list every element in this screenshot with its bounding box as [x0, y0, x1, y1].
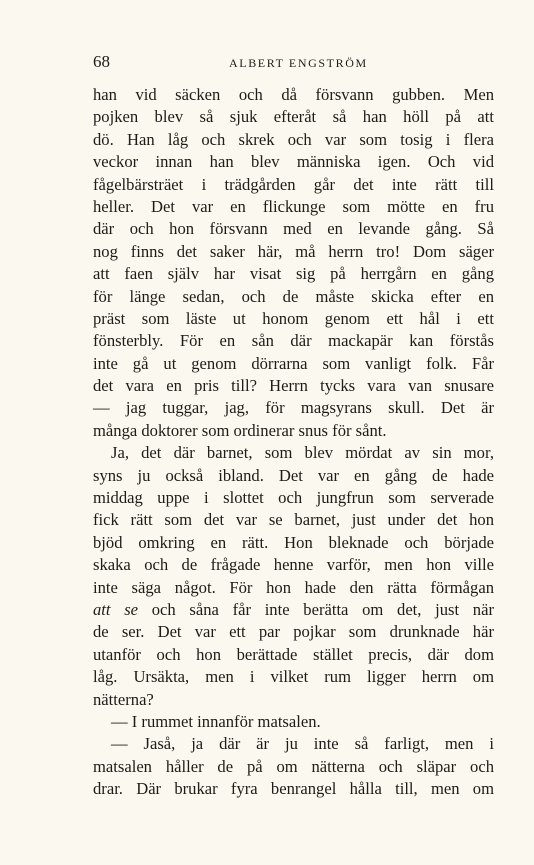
text-line: syns ju också ibland. Det var en gång de hade: [93, 465, 494, 485]
text-line: skaka och de frågade henne varför, men hon ville: [93, 555, 494, 575]
text-line: inte säga något. För hon hade den rätta förmågan: [93, 577, 494, 597]
text-line: fågelbärsträet i trädgården går det inte rätt till: [93, 174, 494, 194]
text-line: nog finns det saker här, må herrn tro! Dom säger: [93, 241, 494, 261]
text-line: det vara en pris till? Herrn tycks vara van snusare: [93, 376, 494, 396]
text-line: dö. Han låg och skrek och var som tosig i flera: [93, 129, 494, 149]
text-line: många doktorer som ordinerar snus för sånt.: [93, 420, 387, 440]
text-line: pojken blev så sjuk efteråt så han höll på att: [93, 107, 494, 127]
text-line-with-italic: [93, 599, 494, 621]
text-line: för länge sedan, och de måste skicka efter en: [93, 286, 494, 306]
text-line: de ser. Det var ett par pojkar som drunknade här: [93, 622, 494, 642]
text-line: — jag tuggar, jag, för magsyrans skull. Det är: [93, 398, 494, 418]
text-line: — Jaså, ja där är ju inte så farligt, men i: [111, 734, 494, 754]
text-line: fönsterbly. För en sån där mackapär kan förstås: [93, 331, 494, 351]
text-line: där och hon försvann med en levande gång. Så: [93, 219, 494, 239]
page-number: 68: [93, 52, 110, 71]
text-line-rest: och såna får inte berätta om det, just när: [151, 599, 494, 619]
text-line: låg. Ursäkta, men i vilket rum ligger herrn om: [93, 667, 494, 687]
text-line: Ja, det där barnet, som blev mördat av sin mor,: [111, 443, 494, 463]
page-header: [93, 52, 493, 72]
text-line: han vid säcken och då försvann gubben. Men: [93, 85, 494, 104]
text-line: nätterna?: [93, 689, 154, 709]
text-line: utanför och hon berättade stället precis, där dom: [93, 644, 494, 664]
text-line: präst som läste ut honom genom ett hål i ett: [93, 308, 494, 328]
running-head: ALBERT ENGSTRÖM: [229, 56, 368, 70]
text-line: fick rätt som det var se barnet, just under det hon: [93, 510, 494, 530]
text-line: bjöd omkring en rätt. Hon bleknade och började: [93, 532, 494, 552]
text-line: drar. Där brukar fyra benrangel hålla till, men om: [93, 779, 494, 799]
text-line: — I rummet innanför matsalen.: [111, 711, 321, 731]
text-line: heller. Det var en flickunge som mötte en fru: [93, 196, 494, 216]
body-text: [93, 84, 494, 801]
text-line: att faen själv har visat sig på herrgårn en gång: [93, 264, 494, 284]
text-line: veckor innan han blev människa igen. Och vid: [93, 152, 494, 172]
text-line: inte gå ut genom dörrarna som vanligt folk. Får: [93, 353, 494, 373]
text-line: matsalen håller de på om nätterna och släpar och: [93, 756, 494, 776]
text-line: middag uppe i slottet och jungfrun som serverade: [93, 488, 494, 508]
italic-phrase: att se: [93, 599, 139, 619]
